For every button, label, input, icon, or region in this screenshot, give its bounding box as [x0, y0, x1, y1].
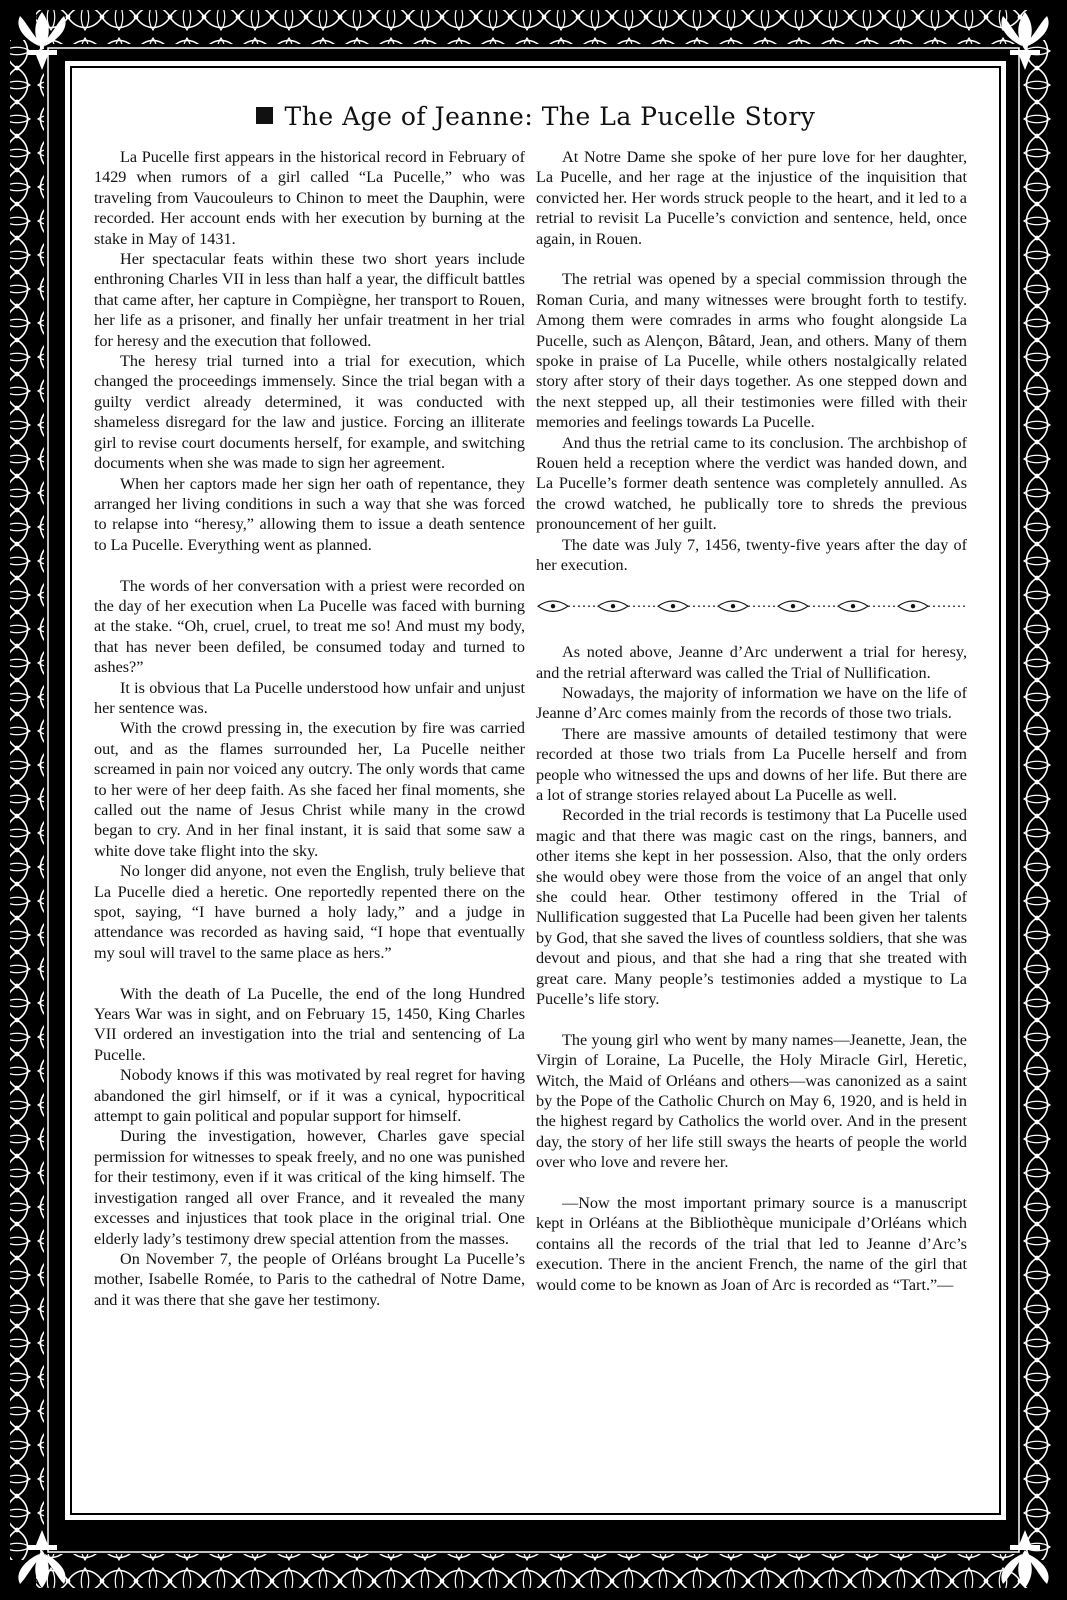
title-text: The Age of Jeanne: The La Pucelle Story: [284, 102, 816, 131]
paragraph: The heresy trial turned into a trial for execution, which changed the proceedings immensely. Since the trial began with a guilty verdict already determined, it was conducted with shameless disregard for the law and justice. Forcing an illiterate girl to revise court documents herself, for example, and switching documents when she was made to sign her agreement.: [94, 352, 525, 473]
right-column: [536, 147, 967, 1295]
paragraph: Nobody knows if this was motivated by real regret for having abandoned the girl himself, or if it was a cynical, hypocritical attempt to gain political and popular support for himself.: [94, 1066, 525, 1126]
paragraph: And thus the retrial came to its conclusion. The archbishop of Rouen held a reception where the verdict was handed down, and La Pucelle’s former death sentence was completely annulled. As the crowd watched, he publically tore to shreds the previous pronouncement of her guilt.: [536, 433, 967, 534]
paragraph: The words of her conversation with a priest were recorded on the day of her execution when La Pucelle was faced with burning at the stake. “Oh, cruel, cruel, to treat me so! And must my body, that has never been defiled, be consumed today and turned to ashes?”: [94, 576, 525, 677]
paragraph: During the investigation, however, Charles gave special permission for witnesses to speak freely, and no one was punished for their testimony, even if it was critical of the king himself. The investigation ranged all over France, and it revealed the many excesses and injustices that took place in the original trial. One elderly lady’s testimony drew special attention from the masses.: [94, 1127, 525, 1248]
square-bullet-icon: [256, 107, 273, 124]
paragraph: With the death of La Pucelle, the end of the long Hundred Years War was in sight, and on February 15, 1450, King Charles VII ordered an investigation into the trial and sentencing of La Pucelle.: [94, 984, 525, 1064]
paragraph: La Pucelle first appears in the historical record in February of 1429 when rumors of a girl called “La Pucelle,” who was traveling from Vaucouleurs to Chinon to meet the Dauphin, were recorded. Her account ends with her execution by burning at the stake in May of 1431.: [94, 148, 525, 248]
paragraph: —Now the most important primary source is a manuscript kept in Orléans at the Bibliothèque municipale d’Orléans which contains all the records of the trial that led to Jeanne d’Arc’s execution. There in the ancient French, the name of the girl that would come to be known as Joan of Arc is recorded as “Tart.”—: [536, 1194, 967, 1294]
paragraph: Her spectacular feats within these two short years include enthroning Charles VII in less than half a year, the difficult battles that came after, her capture in Compiègne, her transport to Rouen, her life as a prisoner, and finally her unfair treatment in her trial for heresy and the execution that followed.: [94, 250, 525, 350]
paragraph: The date was July 7, 1456, twenty-five years after the day of her execution.: [536, 535, 967, 575]
paragraph: As noted above, Jeanne d’Arc underwent a trial for heresy, and the retrial afterward was called the Trial of Nullification.: [536, 643, 967, 682]
paragraph: There are massive amounts of detailed testimony that were recorded at those two trials from La Pucelle herself and from people who witnessed the ups and downs of her life. But there are a lot of strange stories relayed about La Pucelle as well.: [536, 724, 967, 804]
paragraph: Nowadays, the majority of information we have on the life of Jeanne d’Arc comes mainly from the records of those two trials.: [536, 683, 967, 723]
paragraph: When her captors made her sign her oath of repentance, they arranged her living conditions in such a way that she was forced to relapse into “heresy,” allowing them to issue a death sentence to La Pucelle. Everything went as planned.: [94, 474, 525, 554]
article-panel: [70, 66, 1001, 1515]
paragraph: The young girl who went by many names—Jeanette, Jean, the Virgin of Loraine, La Pucelle, the Holy Miracle Girl, Heretic, Witch, the Maid of Orléans and others—was canonized as a saint by the Pope of the Catholic Church on May 6, 1920, and is held in the highest regard by Catholics the world over. And in the present day, the story of her life still sways the hearts of people the world over who love and revere her.: [536, 1030, 967, 1172]
ornamental-divider: [536, 596, 967, 616]
left-column: [94, 147, 525, 1310]
paragraph: On November 7, the people of Orléans brought La Pucelle’s mother, Isabelle Romée, to Paris to the cathedral of Notre Dame, and it was there that she gave her testimony.: [94, 1249, 525, 1309]
page-title: [72, 102, 999, 131]
paragraph: The retrial was opened by a special commission through the Roman Curia, and many witnesses were brought forth to testify. Among them were comrades in arms who fought alongside La Pucelle, such as Alençon, Bâtard, Jean, and others. Many of them spoke in praise of La Pucelle, while others nostalgically related story after story of their days together. As one stepped down and the next stepped up, all their testimonies were filled with their memories and feelings towards La Pucelle.: [536, 270, 967, 432]
paragraph: Recorded in the trial records is testimony that La Pucelle used magic and that there was magic cast on the rings, banners, and other items she kept in her possession. Also, that the only orders she would obey were those from the voice of an angel that only she could hear. Other testimony offered in the Trial of Nullification suggested that La Pucelle had been given her talents by God, that she saved the lives of countless soldiers, that she was devout and pious, and that she had a ring that she treated with great care. Many people’s testimonies added a mystique to La Pucelle’s life story.: [536, 806, 967, 1008]
paragraph: It is obvious that La Pucelle understood how unfair and unjust her sentence was.: [94, 678, 525, 717]
paragraph: With the crowd pressing in, the execution by fire was carried out, and as the flames surrounded her, La Pucelle neither screamed in pain nor voiced any outcry. The only words that came to her were of her deep faith. As she faced her final moments, she called out the name of Jesus Christ while many in the crowd began to cry. And in her final instant, it is said that some saw a white dove take flight into the sky.: [94, 719, 525, 860]
paragraph: No longer did anyone, not even the English, truly believe that La Pucelle died a heretic. One reportedly repented there on the spot, saying, “I have burned a holy lady,” and a judge in attendance was recorded as having said, “I hope that eventually my soul will travel to the same place as hers.”: [94, 862, 525, 962]
paragraph: At Notre Dame she spoke of her pure love for her daughter, La Pucelle, and her rage at the injustice of the inquisition that convicted her. Her words struck people to the heart, and it led to a retrial to revisit La Pucelle’s conviction and sentence, held, once again, in Rouen.: [536, 148, 967, 248]
